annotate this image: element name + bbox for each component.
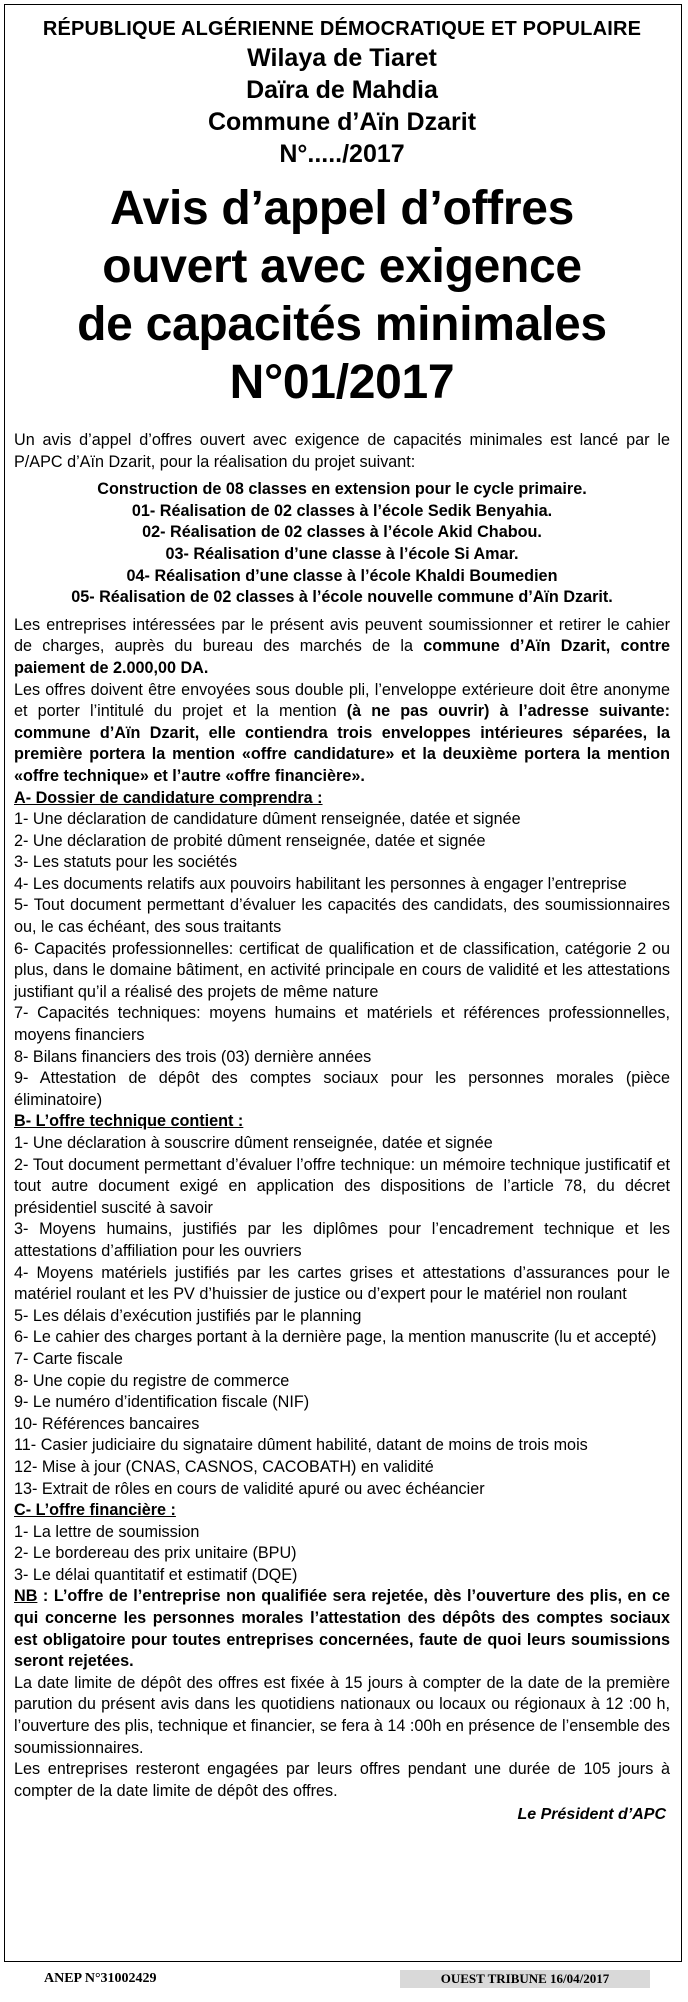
section-b-item: 8- Une copie du registre de commerce (14, 1371, 290, 1390)
intro-paragraph: Un avis d’appel d’offres ouvert avec exigence de capacités minimales est lancé par le P/APC d’Aïn Dzarit, pour la réalisation du projet suivant: (14, 431, 670, 471)
notice-title (14, 180, 670, 412)
withdraw-text: Les entreprises intéressées par le présent avis peuvent soumissionner et retirer le cahier de charges, auprès du bureau des marchés de la (14, 615, 670, 656)
section-b-item: 9- Le numéro d’identification fiscale (NIF) (14, 1393, 310, 1412)
section-a-item: 6- Capacités professionnelles: certificat de qualification et de classification, catégorie 2 ou plus, dans le domaine bâtiment, en activité principale en cours de validité et les attestations justifiant qu’il a réalisé des projets de même nature (14, 939, 670, 1001)
project-item: 03- Réalisation d’une classe à l’école Si Amar. (165, 544, 519, 563)
section-c-title: C- L’offre financière : (14, 1501, 176, 1520)
section-a-item: 7- Capacités techniques: moyens humains et matériels et références professionnelles, moyens financiers (14, 1004, 670, 1045)
section-b-item: 1- Une déclaration à souscrire dûment renseignée, datée et signée (14, 1134, 493, 1152)
title-line-1: Avis d’appel d’offres (109, 182, 575, 235)
offers-text: Les offres doivent être envoyées sous double pli, l’enveloppe extérieure doit être anonyme et porter l’intitulé du projet et la mention (14, 680, 670, 721)
title-line-2: ouvert avec exigence (102, 240, 582, 293)
project-list (14, 479, 670, 609)
footer (0, 1968, 688, 1992)
project-item: 05- Réalisation de 02 classes à l’école nouvelle commune d’Aïn Dzarit. (71, 588, 613, 607)
title-line-3: de capacités minimales (77, 298, 607, 351)
republic-heading: RÉPUBLIQUE ALGÉRIENNE DÉMOCRATIQUE ET POPULAIRE (42, 18, 642, 40)
section-b-item: 2- Tout document permettant d’évaluer l’offre technique: un mémoire technique justificatif et tout autre document exigé en application des dispositions de l’article 78, du décret présidentiel suscité à savoir (14, 1155, 670, 1217)
section-c-item: 3- Le délai quantitatif et estimatif (DQE) (14, 1565, 298, 1584)
section-c-item: 1- La lettre de soumission (14, 1522, 200, 1541)
section-b-item: 10- Références bancaires (14, 1414, 200, 1433)
offers-bold: (à ne pas ouvrir) à l’adresse suivante: commune d’Aïn Dzarit, elle contiendra trois enveloppes intérieures séparées, la première portera la mention «offre candidature» et la deuxième portera la mention «offre technique» et l’autre «offre financière». (14, 702, 670, 785)
section-b-item: 13- Extrait de rôles en cours de validité apuré ou avec échéancier (14, 1479, 485, 1498)
note-paragraph (14, 1586, 670, 1672)
section-a-title: A- Dossier de candidature comprendra : (14, 788, 323, 807)
note-label: NB (14, 1587, 38, 1606)
project-heading: Construction de 08 classes en extension pour le cycle primaire. (97, 480, 587, 499)
section-a-item: 3- Les statuts pour les sociétés (14, 853, 238, 872)
daira-heading: Daïra de Mahdia (246, 76, 438, 104)
project-item: 04- Réalisation d’une classe à l’école Khaldi Boumedien (126, 566, 558, 585)
section-a-item: 2- Une déclaration de probité dûment renseignée, datée et signée (14, 831, 486, 850)
deadline-paragraph: La date limite de dépôt des offres est fixée à 15 jours à compter de la date de la première parution du présent avis dans les quotidiens nationaux ou locaux ou régionaux à 12 :00 h, l’ouverture des plis, technique et financier, se fera à 14 :00h en présence de l’ensemble des soumissionnaires. (14, 1673, 671, 1757)
section-b-title: B- L’offre technique contient : (14, 1112, 244, 1131)
section-a-item: 8- Bilans financiers des trois (03) dernière années (14, 1047, 372, 1066)
publication-stamp: OUEST TRIBUNE 16/04/2017 (400, 1970, 650, 1988)
anep-reference: ANEP N°31002429 (44, 1971, 157, 1986)
commune-heading: Commune d’Aïn Dzarit (207, 108, 477, 136)
section-a-item: 9- Attestation de dépôt des comptes sociaux pour les personnes morales (pièce éliminatoire) (14, 1069, 670, 1109)
note-text: : L’offre de l’entreprise non qualifiée sera rejetée, dès l’ouverture des plis, en ce qui concerne les personnes morales l’attestation des dépôts des comptes sociaux est obligatoire pour toutes entreprises concernées, faute de quoi leurs soumissions seront rejetées. (14, 1587, 670, 1671)
section-b-item: 11- Casier judiciaire du signataire dûment habilité, datant de moins de trois mois (14, 1436, 588, 1455)
section-b-item: 7- Carte fiscale (14, 1349, 123, 1368)
project-item: 02- Réalisation de 02 classes à l’école Akid Chabou. (142, 523, 542, 542)
title-line-4: N°01/2017 (229, 356, 455, 409)
withdraw-bold: commune d’Aïn Dzarit, contre paiement de 2.000,00 DA. (14, 637, 670, 677)
section-b-item: 3- Moyens humains, justifiés par les diplômes pour l’encadrement technique et les attestations d’affiliation pour les ouvriers (14, 1220, 670, 1260)
offers-paragraph (14, 680, 670, 788)
project-item: 01- Réalisation de 02 classes à l’école Sedik Benyahia. (131, 501, 553, 520)
signature: Le Président d’APC (517, 1806, 666, 1824)
section-a-item: 5- Tout document permettant d’évaluer les capacités des candidats, des soumissionnaires ou, le cas échéant, des sous traitants (14, 896, 670, 937)
section-a-item: 1- Une déclaration de candidature dûment renseignée, datée et signée (14, 810, 521, 829)
section-b-item: 4- Moyens matériels justifiés par les cartes grises et attestations d’assurances pour le matériel roulant et les PV d’huissier de justice ou d’expert pour le matériel non roulant (14, 1263, 670, 1304)
section-c-item: 2- Le bordereau des prix unitaire (BPU) (14, 1544, 297, 1563)
section-a-item: 4- Les documents relatifs aux pouvoirs habilitant les personnes à engager l’entreprise (14, 874, 627, 893)
engagement-paragraph: Les entreprises resteront engagées par leurs offres pendant une durée de 105 jours à compter de la date limite de dépôt des offres. (14, 1760, 670, 1800)
withdraw-paragraph (14, 615, 670, 680)
notice-body (14, 430, 670, 1826)
section-b-item: 5- Les délais d’exécution justifiés par le planning (14, 1306, 362, 1325)
tender-notice (14, 16, 670, 1826)
section-b-item: 6- Le cahier des charges portant à la dernière page, la mention manuscrite (lu et accepté) (14, 1328, 657, 1347)
section-b-item: 12- Mise à jour (CNAS, CASNOS, CACOBATH) en validité (14, 1457, 434, 1476)
reference-number: N°...../2017 (279, 140, 405, 168)
wilaya-heading: Wilaya de Tiaret (247, 44, 437, 72)
